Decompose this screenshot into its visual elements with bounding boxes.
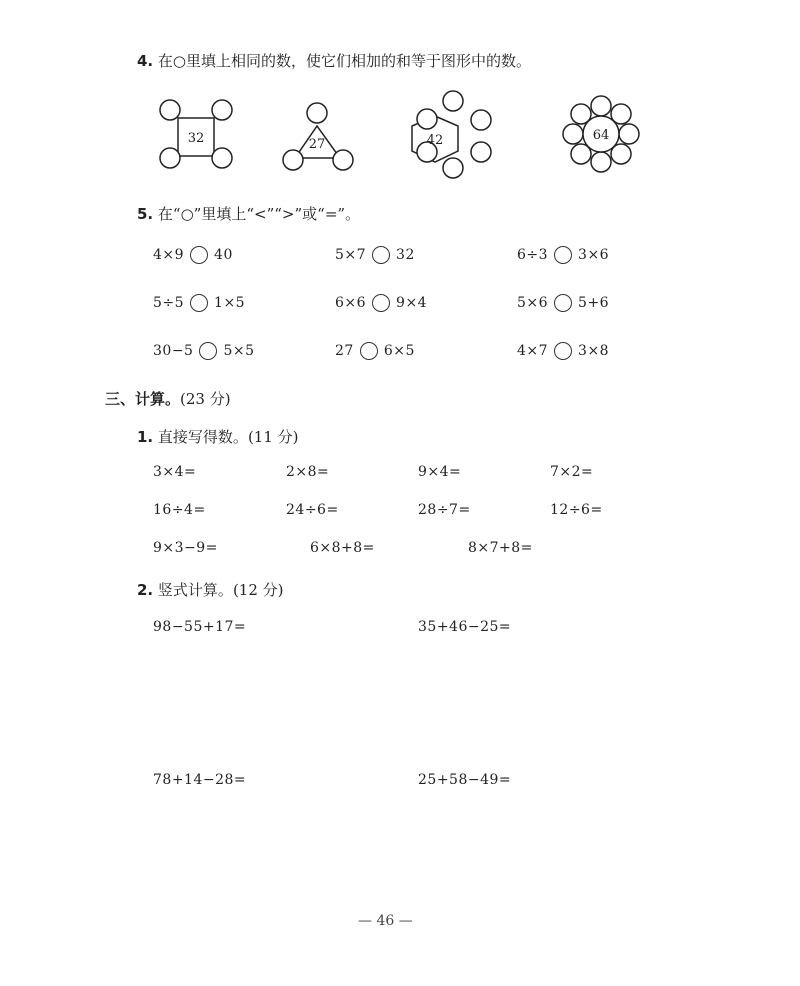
compare-blank[interactable]	[554, 246, 572, 264]
compare-right: 40	[214, 247, 233, 263]
part2-title	[137, 579, 284, 600]
compare-right: 6×5	[383, 343, 415, 359]
blank-circle[interactable]	[563, 124, 583, 144]
triangle-value: 27	[308, 137, 326, 152]
figure-hexagon	[412, 91, 491, 178]
compare-right: 9×4	[396, 295, 428, 311]
compare-left: 5÷5	[153, 295, 185, 311]
vertical-calc-item: 78+14−28=	[153, 772, 247, 788]
compare-left: 4×7	[517, 343, 549, 359]
section3-title	[105, 388, 231, 409]
compare-blank[interactable]	[360, 342, 378, 360]
blank-circle[interactable]	[212, 100, 232, 120]
compare-right: 5+6	[578, 295, 610, 311]
blank-circle[interactable]	[307, 103, 327, 123]
oral-item: 24÷6=	[286, 502, 339, 518]
compare-item	[153, 294, 245, 312]
part2-number: 2.	[137, 581, 154, 599]
oral-item: 12÷6=	[550, 502, 603, 518]
compare-blank[interactable]	[372, 246, 390, 264]
compare-right: 3×6	[578, 247, 610, 263]
part2-text: 竖式计算。	[157, 581, 233, 599]
oral-item: 8×7+8=	[468, 540, 533, 556]
part1-number: 1.	[137, 428, 154, 446]
q4-number: 4.	[137, 52, 154, 70]
blank-circle[interactable]	[160, 148, 180, 168]
compare-item	[517, 246, 609, 264]
q4-figures	[140, 88, 660, 188]
oral-item: 3×4=	[153, 464, 197, 480]
compare-blank[interactable]	[372, 294, 390, 312]
part2-points: (12 分)	[232, 581, 284, 599]
blank-circle[interactable]	[471, 110, 491, 130]
compare-left: 5×6	[517, 295, 549, 311]
compare-left: 6×6	[335, 295, 367, 311]
compare-left: 4×9	[153, 247, 185, 263]
part1-text: 直接写得数。	[157, 428, 248, 446]
blank-circle[interactable]	[283, 150, 303, 170]
oral-item: 16÷4=	[153, 502, 206, 518]
vertical-calc-item: 35+46−25=	[418, 619, 512, 635]
vertical-calc-item: 25+58−49=	[418, 772, 512, 788]
section3-points: (23 分)	[180, 390, 231, 408]
compare-right: 3×8	[578, 343, 610, 359]
blank-circle[interactable]	[417, 109, 437, 129]
compare-item	[335, 342, 415, 360]
blank-circle[interactable]	[333, 150, 353, 170]
compare-left: 27	[335, 343, 354, 359]
compare-item	[335, 294, 427, 312]
blank-circle[interactable]	[591, 152, 611, 172]
blank-circle[interactable]	[160, 100, 180, 120]
square-value: 32	[187, 131, 205, 146]
circle-value: 64	[592, 128, 610, 143]
oral-item: 2×8=	[286, 464, 330, 480]
compare-item	[517, 294, 609, 312]
compare-item	[153, 342, 255, 360]
compare-item	[335, 246, 415, 264]
compare-blank[interactable]	[190, 294, 208, 312]
compare-blank[interactable]	[554, 342, 572, 360]
oral-item: 9×3−9=	[153, 540, 218, 556]
blank-circle[interactable]	[591, 96, 611, 116]
oral-item: 28÷7=	[418, 502, 471, 518]
oral-item: 9×4=	[418, 464, 462, 480]
compare-item	[153, 246, 233, 264]
blank-circle[interactable]	[212, 148, 232, 168]
oral-item: 7×2=	[550, 464, 594, 480]
blank-circle[interactable]	[619, 124, 639, 144]
q4-text: 在○里填上相同的数，使它们相加的和等于图形中的数。	[157, 52, 532, 70]
compare-left: 30−5	[153, 343, 194, 359]
blank-circle[interactable]	[471, 142, 491, 162]
hexagon-value: 42	[426, 133, 444, 148]
q5-title	[137, 203, 360, 224]
compare-blank[interactable]	[190, 246, 208, 264]
compare-left: 6÷3	[517, 247, 549, 263]
compare-left: 5×7	[335, 247, 367, 263]
part1-title	[137, 426, 299, 447]
compare-right: 5×5	[223, 343, 255, 359]
blank-circle[interactable]	[443, 91, 463, 111]
q5-number: 5.	[137, 205, 154, 223]
compare-right: 32	[396, 247, 415, 263]
compare-right: 1×5	[214, 295, 246, 311]
blank-circle[interactable]	[443, 158, 463, 178]
q4-title	[137, 50, 531, 71]
vertical-calc-item: 98−55+17=	[153, 619, 247, 635]
q5-text: 在“○”里填上“<”“>”或“=”。	[157, 205, 361, 223]
compare-blank[interactable]	[199, 342, 217, 360]
compare-blank[interactable]	[554, 294, 572, 312]
page-number: — 46 —	[358, 913, 413, 929]
section3-label: 三、计算。	[105, 390, 181, 408]
compare-item	[517, 342, 609, 360]
part1-points: (11 分)	[247, 428, 299, 446]
oral-item: 6×8+8=	[310, 540, 375, 556]
